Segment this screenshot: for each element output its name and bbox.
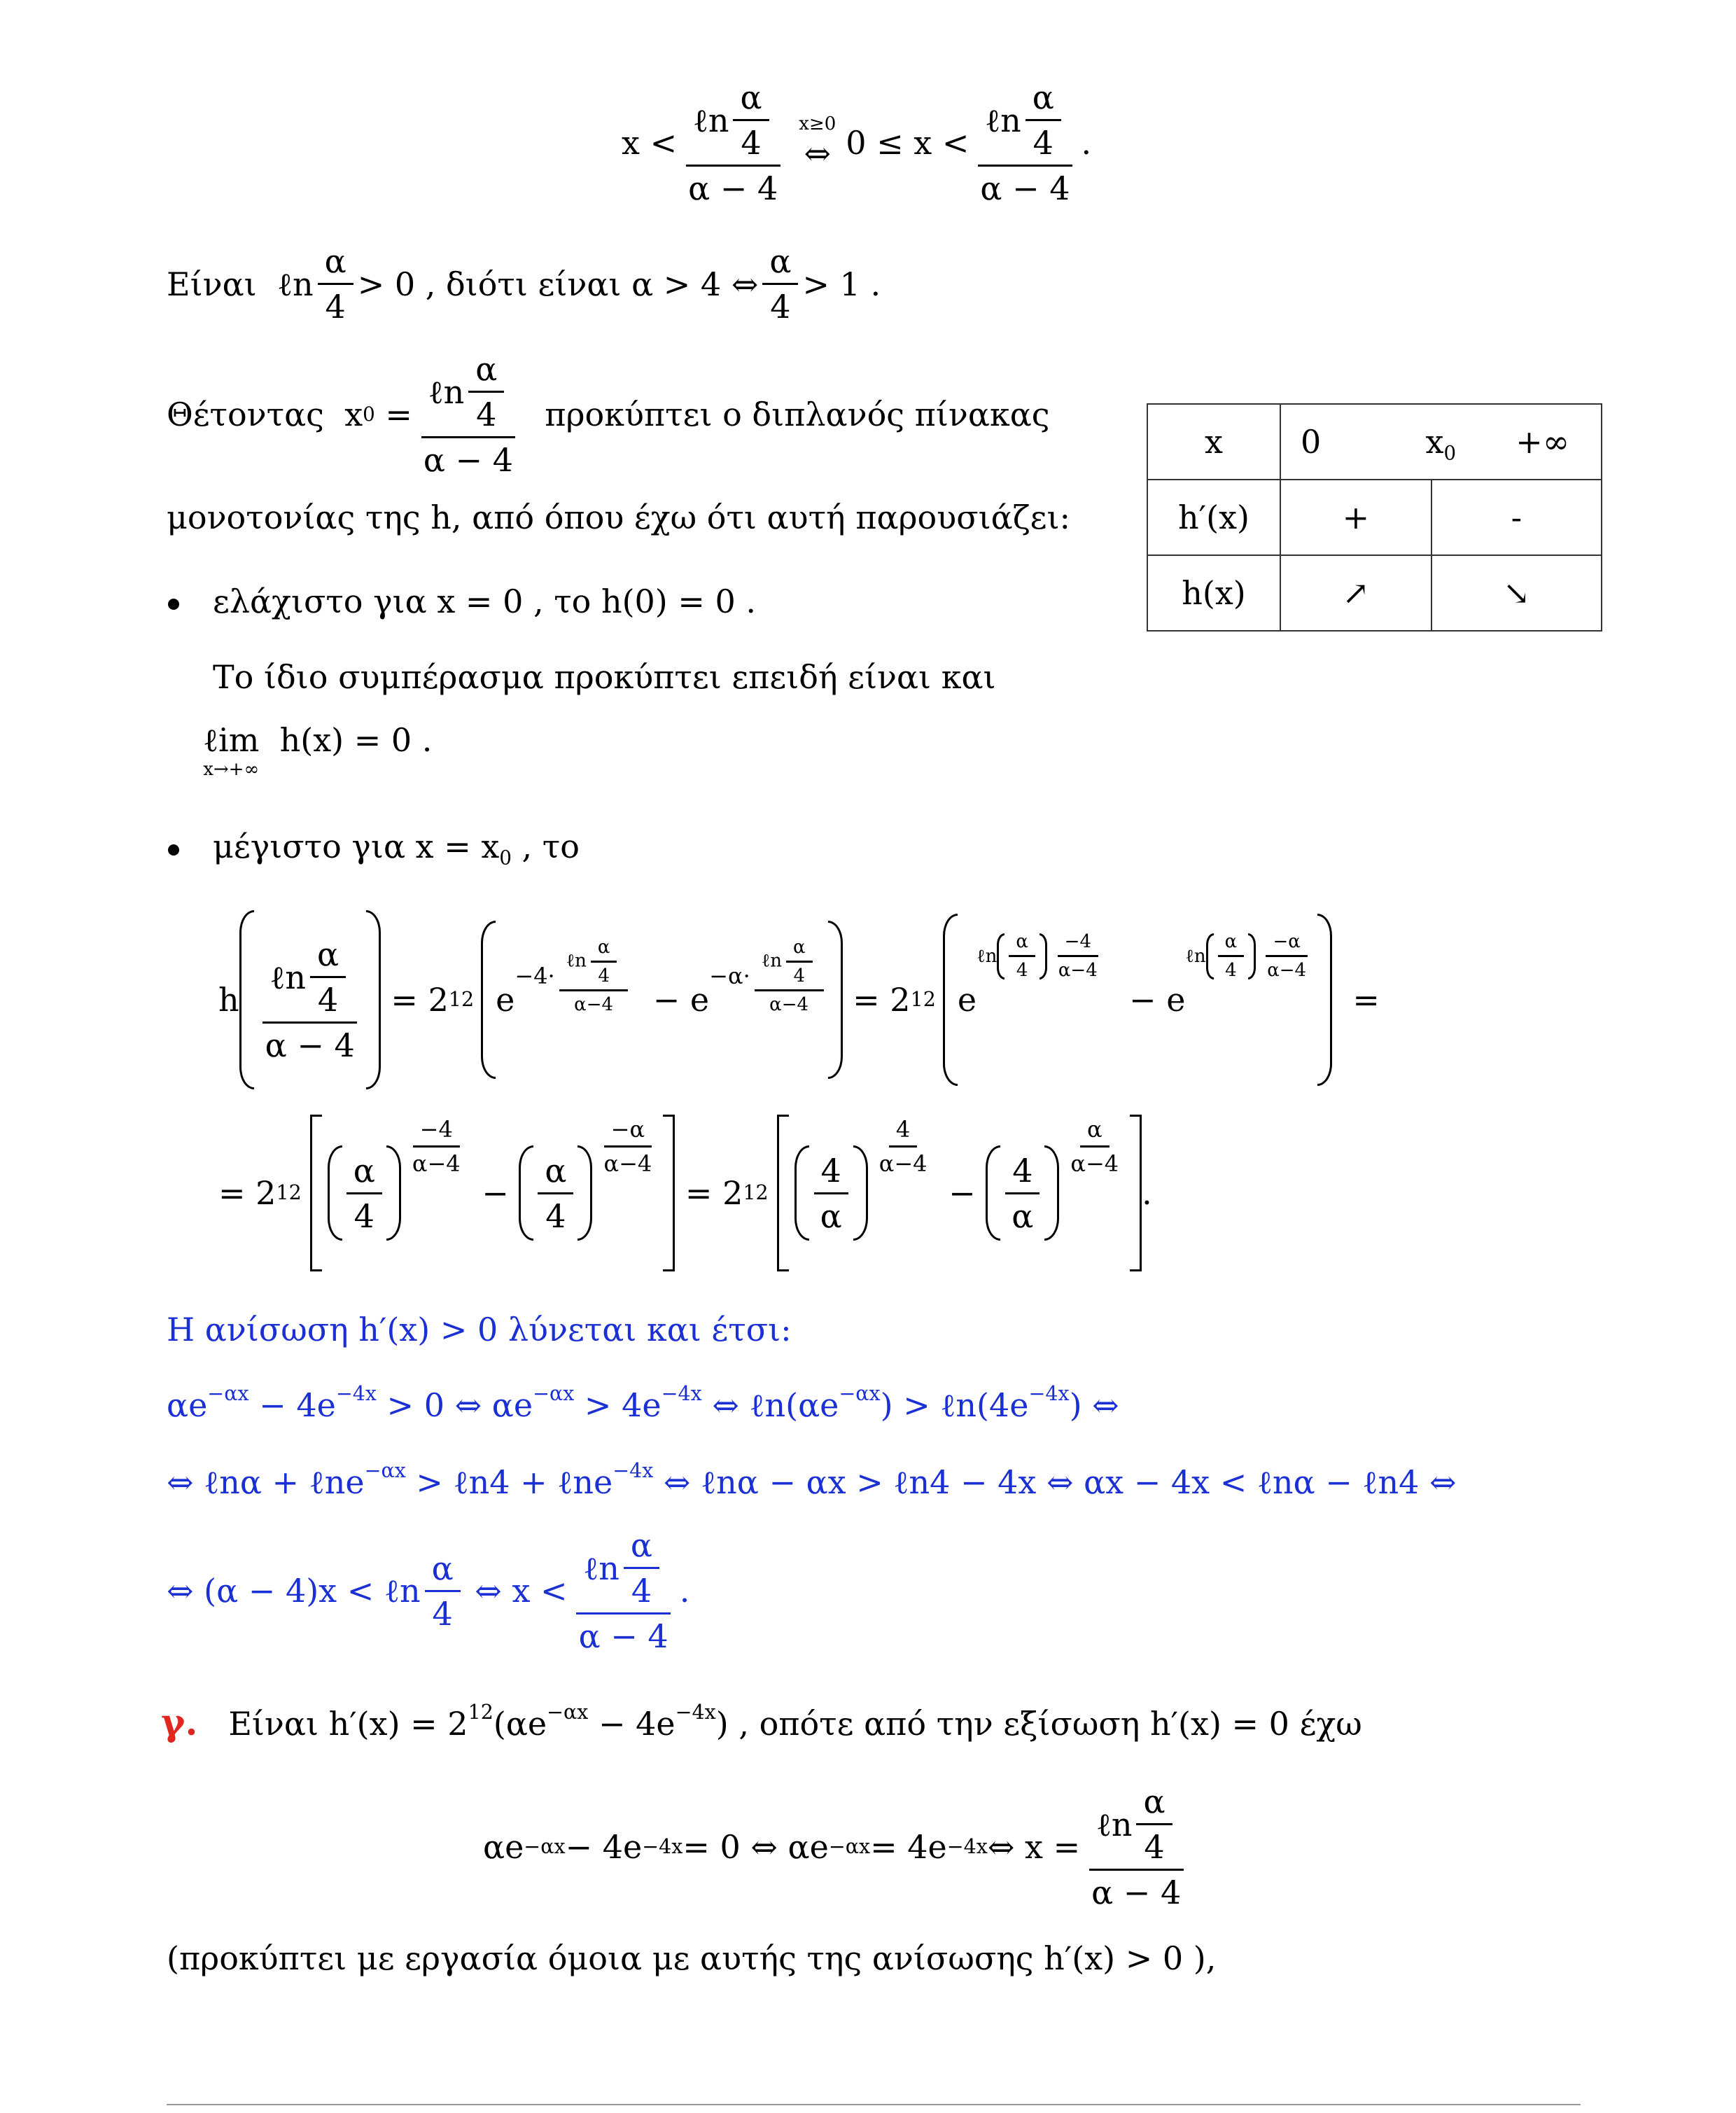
blue-line-4: ⇔ (α − 4)x < ℓn $\frac{\alpha}{4}$ ⇔ x < ℓn $\frac{\alpha}{4}$ α − 4 .	[167, 1526, 690, 1655]
fraction: ℓn $\frac{\alpha}{4}$ α − 4	[973, 78, 1077, 207]
increasing-arrow-icon: ↗	[1280, 555, 1432, 631]
table-row: h(x) ↗ ↘	[1147, 555, 1602, 631]
equation-1: x < ℓn $\frac{\alpha}{4}$ α − 4 x≥0 ⇔ 0 ≤ x < ℓn $\frac{\alpha}{4}$ α − 4 .	[622, 78, 1092, 207]
footer-divider	[167, 2104, 1581, 2105]
gamma-line: γ. Είναι $h'(x) = 2^{12}(\alpha e^{-\alpha x} - 4e^{-4x})$ , οπότε από την εξίσωση h′(x) = 0 έχω	[161, 1701, 1362, 1744]
max-equation-1: h ℓn $\frac{\alpha}{4}$ α − 4 = 2 12 e −4· ℓn $\frac{\alpha}{4}$ α−4 − e −α· ℓn $\frac{\alpha}{4}$ α−4 = 2 12 e ℓn $\frac{\alpha}{4}$ $\frac{-4}{\alpha-4}$ − e ℓn $\frac{\alpha}{4}$ $\frac{-\alpha}{\alpha-4}$ =	[218, 910, 1380, 1089]
blue-line-1: Η ανίσωση h′(x) > 0 λύνεται και έτσι:	[167, 1311, 792, 1348]
fraction: ℓn $\frac{\alpha}{4}$ α − 4	[681, 78, 785, 207]
table-row: x 0 $x_0$ +∞	[1147, 404, 1602, 480]
last-line: (προκύπτει με εργασία όμοια με αυτής της ανίσωσης h′(x) > 0 ),	[167, 1939, 1217, 1977]
line-2: Είναι ℓn $\frac{\alpha}{4}$ > 0 , διότι είναι α > 4 ⇔ $\frac{\alpha}{4}$ > 1 .	[167, 242, 881, 326]
section-label: γ.	[161, 1701, 198, 1744]
bullet-2: μέγιστο για $x = x_0$ , το	[213, 828, 580, 870]
bullet-icon	[168, 844, 179, 856]
line-4: μονοτονίας της h, από όπου έχω ότι αυτή παρουσιάζει:	[167, 498, 1071, 536]
line-3: Θέτοντας x 0 = ℓn $\frac{\alpha}{4}$ α − 4 προκύπτει ο διπλανός πίνακας	[167, 350, 1050, 479]
bullet-icon	[168, 599, 179, 610]
line-7: ℓim x→+∞ h(x) = 0 .	[203, 721, 433, 780]
monotonicity-table	[1147, 403, 1602, 632]
equation-final: αe −αx − 4e −4x = 0 ⇔ αe −αx = 4e −4x ⇔ x = ℓn $\frac{\alpha}{4}$ α − 4	[483, 1783, 1192, 1911]
max-equation-2: = 2 12 $\frac{\alpha}{4}$ $\frac{-4}{\alpha-4}$ − $\frac{\alpha}{4}$ $\frac{-\alpha}{\alpha-4}$ = 2 12 $\frac{4}{\alpha}$ $\frac{4}{\alpha-4}$ − $\frac{4}{\alpha}$ $\frac{\alpha}{\alpha-4}$ .	[218, 1115, 1152, 1271]
line-6: Το ίδιο συμπέρασμα προκύπτει επειδή είναι και	[213, 658, 996, 696]
bullet-1: ελάχιστο για x = 0 , το h(0) = 0 .	[213, 583, 757, 620]
blue-line-3: ⇔ ℓnα + ℓne$^{-\alpha x}$ > ℓn4 + ℓne$^{-4x}$ ⇔ ℓnα − αx > ℓn4 − 4x ⇔ αx − 4x < ℓnα − ℓn4 ⇔	[167, 1459, 1457, 1501]
decreasing-arrow-icon: ↘	[1432, 555, 1602, 631]
blue-line-2: $\alpha e^{-\alpha x} - 4e^{-4x} > 0$ ⇔ $\alpha e^{-\alpha x} > 4e^{-4x}$ ⇔ $\ell n(\alpha e^{-\alpha x})$ > $\ell n(4e^{-4x})$ ⇔	[167, 1382, 1119, 1424]
table-row: h′(x) + -	[1147, 480, 1602, 555]
